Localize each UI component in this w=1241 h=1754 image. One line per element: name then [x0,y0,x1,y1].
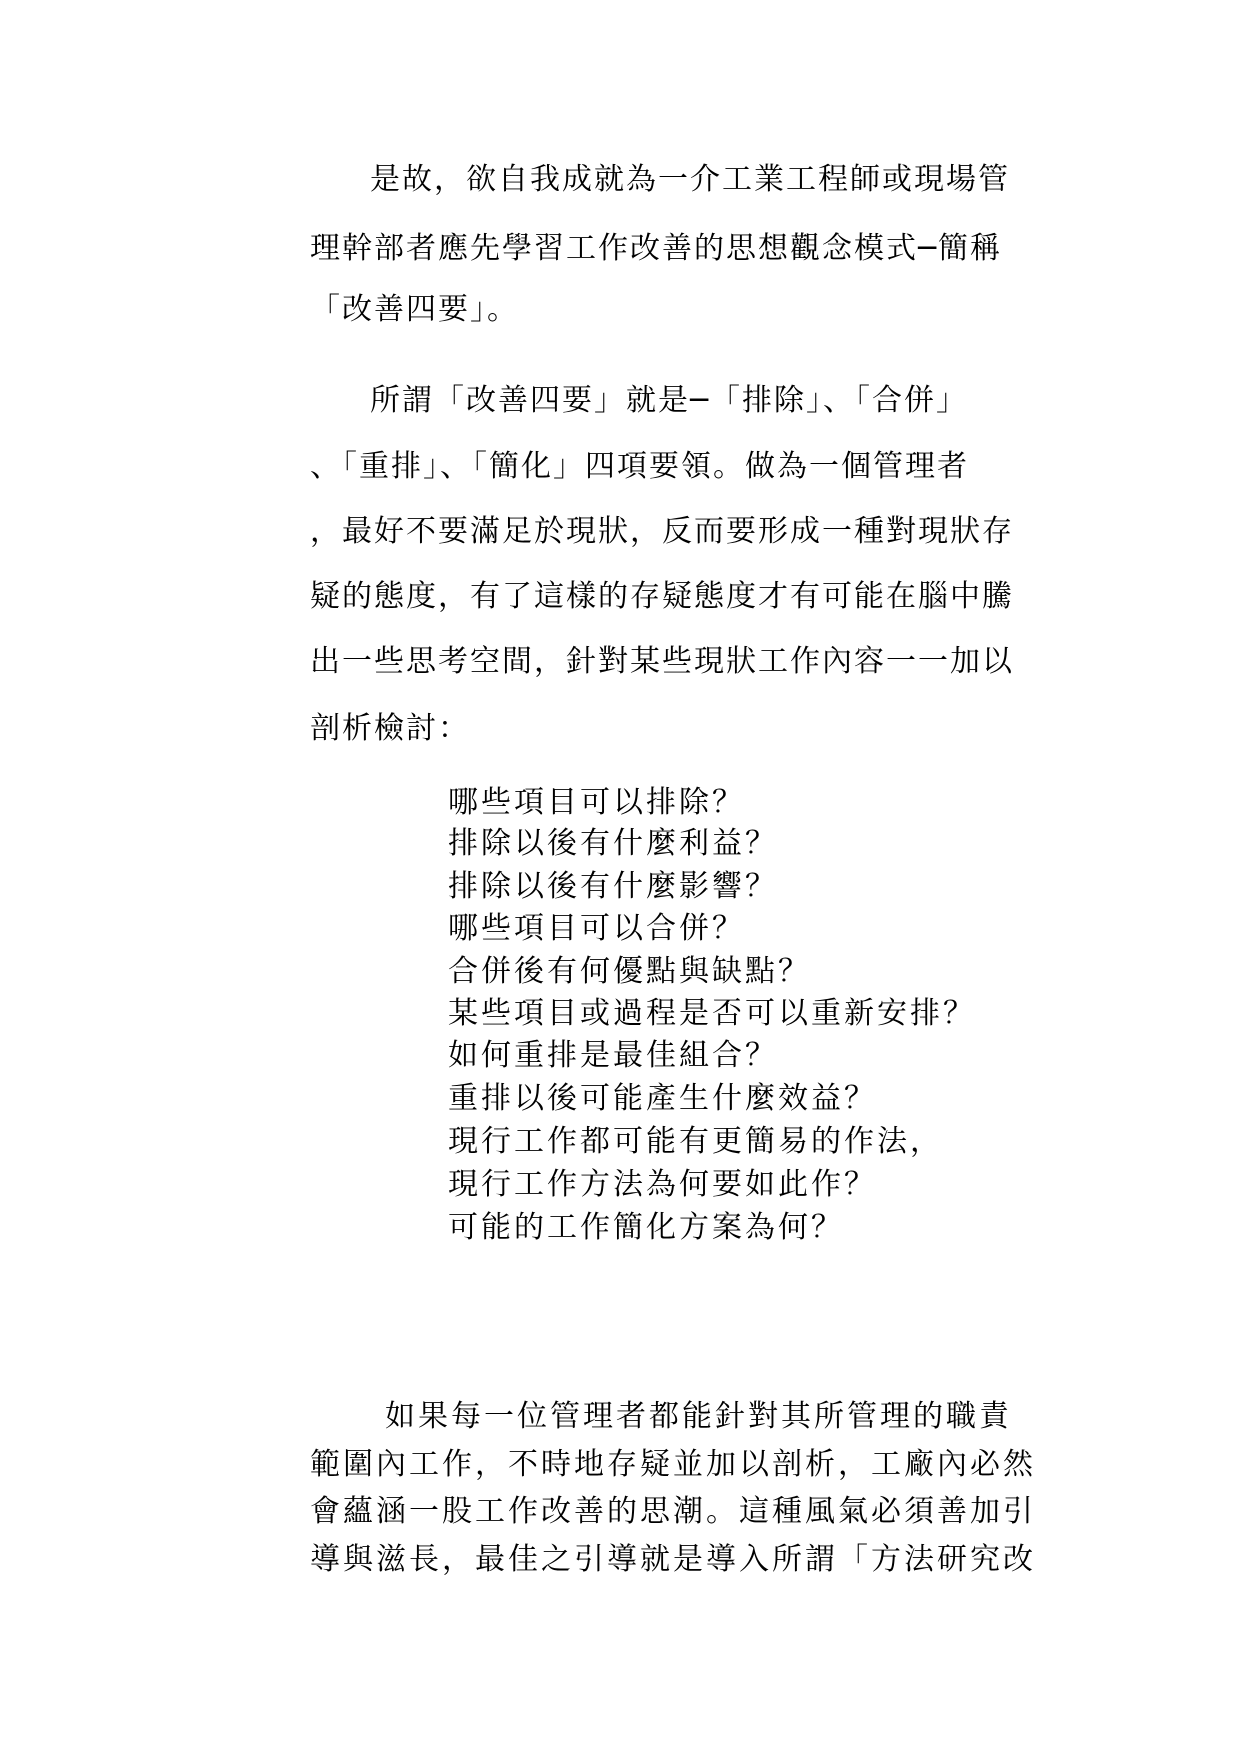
question-item: 合併後有何優點與缺點？ [448,954,811,989]
question-item: 重排以後可能產生什麼效益？ [448,1081,877,1116]
paragraph-2-line-5: 出一些思考空間，針對某些現狀工作內容一一加以 [310,644,1014,679]
paragraph-3-line-4: 導與滋長，最佳之引導就是導入所謂「方法研究改 [310,1542,1036,1577]
paragraph-3-line-1: 如果每一位管理者都能針對其所管理的職責 [385,1399,1012,1434]
paragraph-2-line-2: 、「重排」、「簡化」四項要領。做為一個管理者 [310,449,969,484]
question-item: 現行工作都可能有更簡易的作法， [448,1124,943,1159]
question-item: 排除以後有什麼影響？ [448,869,778,904]
paragraph-2-line-6: 剖析檢討： [310,711,470,746]
question-item: 哪些項目可以排除？ [448,785,745,820]
paragraph-3-line-2: 範圍內工作，不時地存疑並加以剖析，工廠內必然 [310,1447,1036,1482]
paragraph-2-line-3: ，最好不要滿足於現狀，反而要形成一種對現狀存 [310,514,1014,549]
paragraph-3-line-3: 會蘊涵一股工作改善的思潮。這種風氣必須善加引 [310,1494,1036,1529]
question-item: 如何重排是最佳組合？ [448,1038,778,1073]
question-item: 排除以後有什麼利益？ [448,826,778,861]
paragraph-2-line-1: 所謂「改善四要」就是─「排除」、「合併」 [370,383,969,418]
paragraph-1-line-3: 「改善四要」。 [310,292,519,327]
question-item: 某些項目或過程是否可以重新安排？ [448,996,976,1031]
question-item: 可能的工作簡化方案為何？ [448,1210,844,1245]
paragraph-1-line-2: 理幹部者應先學習工作改善的思想觀念模式─簡稱 [310,231,1003,266]
question-item: 現行工作方法為何要如此作？ [448,1167,877,1202]
paragraph-2-line-4: 疑的態度，有了這樣的存疑態度才有可能在腦中騰 [310,579,1014,614]
paragraph-1-line-1: 是故，欲自我成就為一介工業工程師或現場管 [370,162,1010,197]
question-item: 哪些項目可以合併？ [448,911,745,946]
